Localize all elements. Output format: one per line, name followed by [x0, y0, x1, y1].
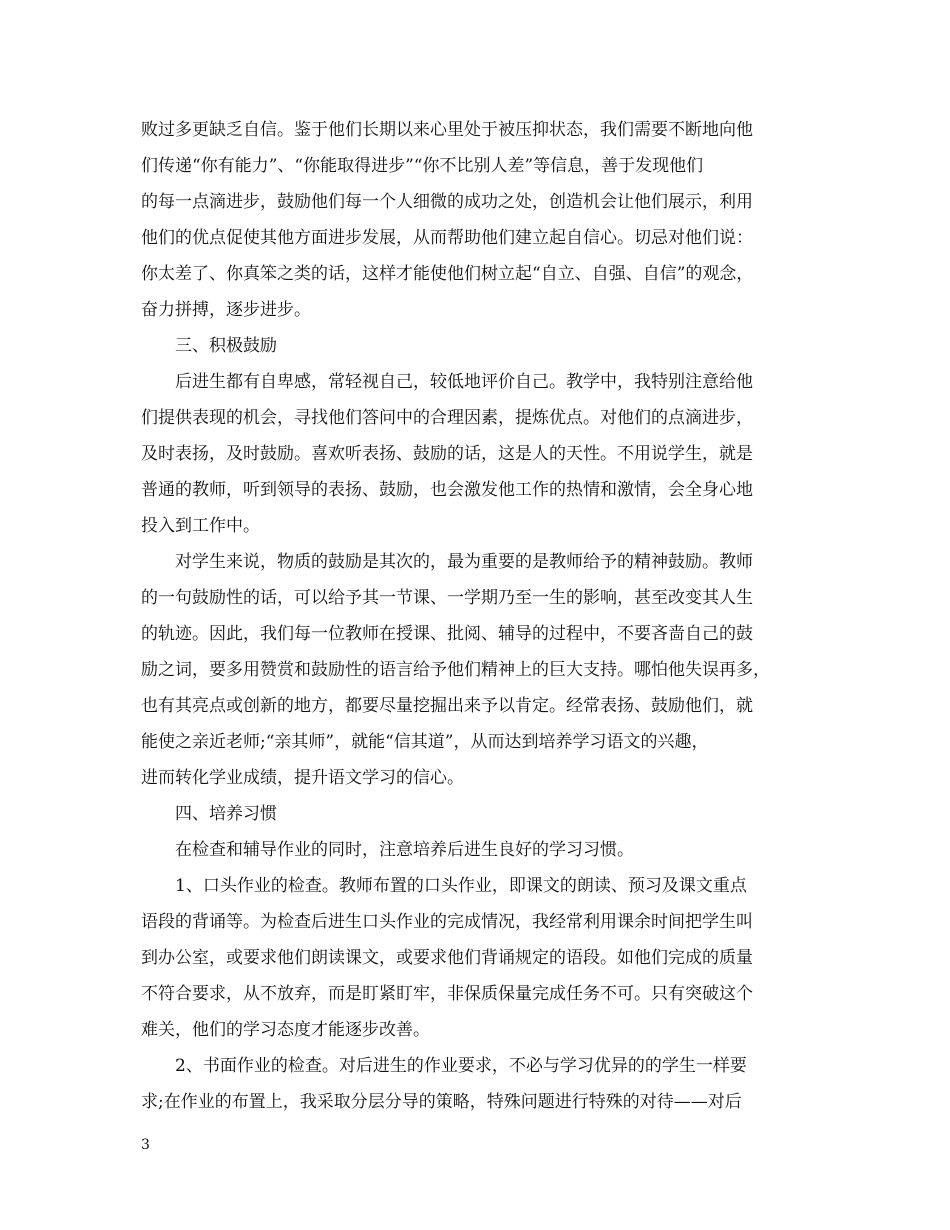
text-line: 败过多更缺乏自信。鉴于他们长期以来心里处于被压抑状态，我们需要不断地向他 [141, 120, 753, 140]
text-line: 三、积极鼓励 [175, 336, 277, 356]
text-line: 们传递“你有能力”、“你能取得进步”“你不比别人差”等信息，善于发现他们 [141, 156, 704, 176]
text-line: 四、培养习惯 [175, 804, 277, 824]
text-line: 的轨迹。因此，我们每一位教师在授课、批阅、辅导的过程中，不要吝啬自己的鼓 [141, 624, 753, 644]
text-line: 到办公室，或要求他们朗读课文，或要求他们背诵规定的语段。如他们完成的质量 [141, 948, 753, 968]
text-line: 1、口头作业的检查。教师布置的口头作业，即课文的朗读、预习及课文重点 [175, 876, 747, 896]
text-line: 难关，他们的学习态度才能逐步改善。 [141, 1020, 430, 1040]
text-line: 普通的教师，听到领导的表扬、鼓励，也会激发他工作的热情和激情，会全身心地 [141, 480, 753, 500]
text-line: 语段的背诵等。为检查后进生口头作业的完成情况，我经常利用课余时间把学生叫 [141, 912, 753, 932]
text-line: 奋力拼搏，逐步进步。 [141, 300, 311, 320]
text-line: 不符合要求，从不放弃，而是盯紧盯牢，非保质保量完成任务不可。只有突破这个 [141, 984, 753, 1004]
text-line: 励之词，要多用赞赏和鼓励性的语言给予他们精神上的巨大支持。哪怕他失误再多， [141, 660, 770, 680]
text-line: 的每一点滴进步，鼓励他们每一个人细微的成功之处，创造机会让他们展示，利用 [141, 192, 753, 212]
text-line: 们提供表现的机会，寻找他们答问中的合理因素，提炼优点。对他们的点滴进步， [141, 408, 753, 428]
text-line: 也有其亮点或创新的地方，都要尽量挖掘出来予以肯定。经常表扬、鼓励他们，就 [141, 696, 753, 716]
text-line: 你太差了、你真笨之类的话，这样才能使他们树立起“自立、自强、自信”的观念， [141, 264, 754, 284]
text-line: 能使之亲近老师;“亲其师”，就能“信其道”，从而达到培养学习语文的兴趣， [141, 732, 709, 752]
page-number: 3 [141, 1137, 150, 1153]
text-line: 求;在作业的布置上，我采取分层分导的策略，特殊问题进行特殊的对待——对后 [141, 1092, 742, 1112]
text-line: 的一句鼓励性的话，可以给予其一节课、一学期乃至一生的影响，甚至改变其人生 [141, 588, 753, 608]
text-line: 后进生都有自卑感，常轻视自己，较低地评价自己。教学中，我特别注意给他 [175, 372, 753, 392]
text-line: 及时表扬，及时鼓励。喜欢听表扬、鼓励的话，这是人的天性。不用说学生，就是 [141, 444, 753, 464]
text-line: 投入到工作中。 [141, 516, 260, 536]
text-line: 他们的优点促使其他方面进步发展，从而帮助他们建立起自信心。切忌对他们说： [141, 228, 753, 248]
text-line: 2、书面作业的检查。对后进生的作业要求，不必与学习优异的的学生一样要 [175, 1056, 747, 1076]
text-line: 对学生来说，物质的鼓励是其次的，最为重要的是教师给予的精神鼓励。教师 [175, 552, 753, 572]
text-line: 进而转化学业成绩，提升语文学习的信心。 [141, 768, 464, 788]
body-text [141, 112, 841, 1120]
text-line: 在检查和辅导作业的同时，注意培养后进生良好的学习习惯。 [175, 840, 634, 860]
